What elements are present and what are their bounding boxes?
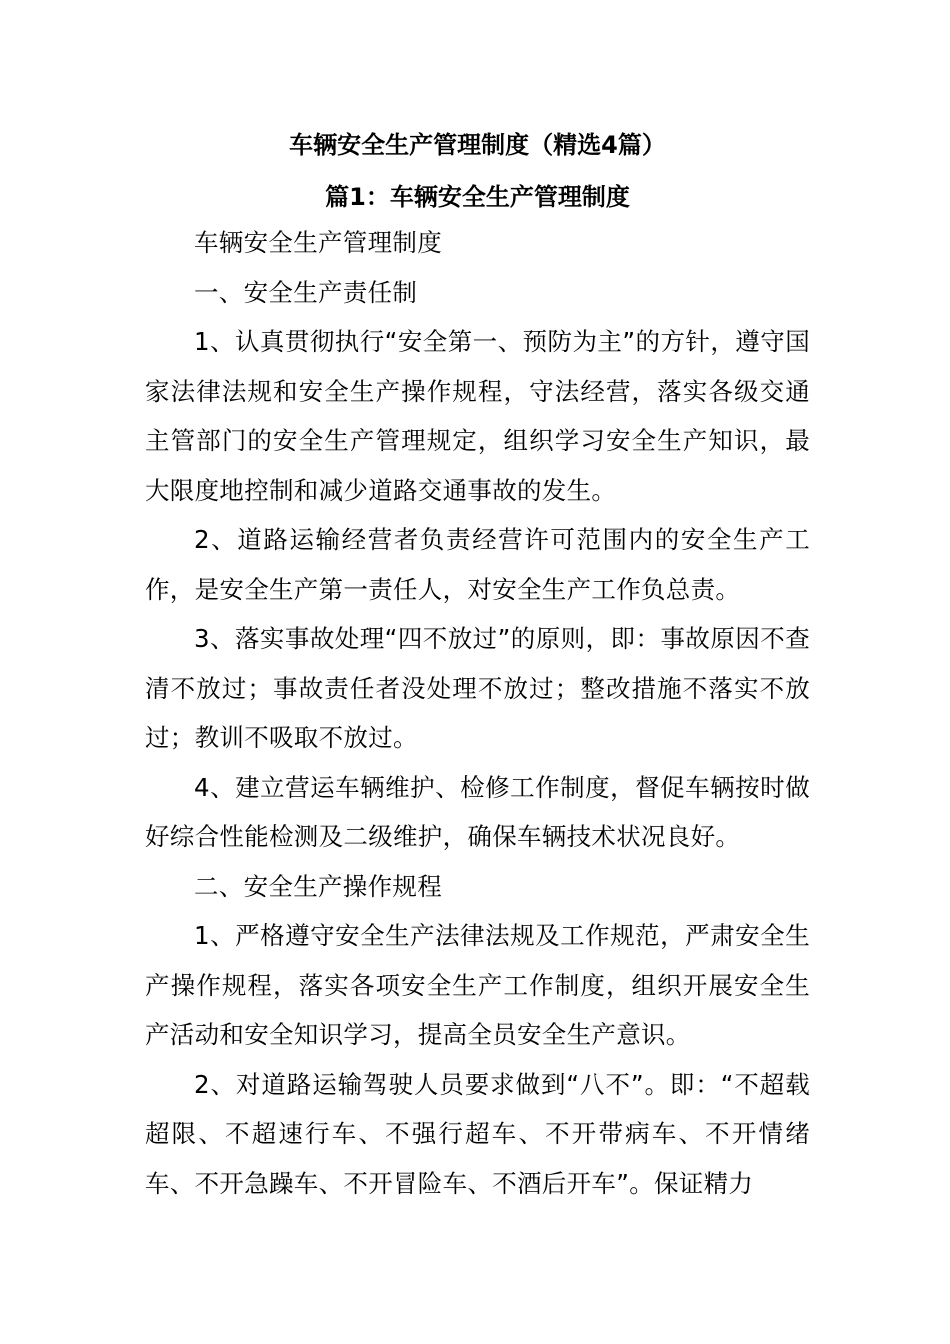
paragraph-item: 3、落实事故处理“四不放过”的原则，即：事故原因不查清不放过；事故责任者没处理不放过；整改措施不落实不放过；教训不吸取不放过。 xyxy=(145,624,810,752)
paragraph-item: 1、严格遵守安全生产法律法规及工作规范，严肃安全生产操作规程，落实各项安全生产工作制度，组织开展安全生产活动和安全知识学习，提高全员安全生产意识。 xyxy=(145,921,810,1049)
section-heading-1: 一、安全生产责任制 xyxy=(194,277,418,307)
paragraph-item: 2、对道路运输驾驶人员要求做到“八不”。即：“不超载超限、不超速行车、不强行超车、不开带病车、不开情绪车、不开急躁车、不开冒险车、不酒后开车”。保证精力 xyxy=(145,1069,810,1198)
paragraph-item: 1、认真贯彻执行“安全第一、预防为主”的方针，遵守国家法律法规和安全生产操作规程，守法经营，落实各级交通主管部门的安全生产管理规定，组织学习安全生产知识，最大限度地控制和减少道路交通事故的发生。 xyxy=(145,327,810,505)
paragraph-item: 4、建立营运车辆维护、检修工作制度，督促车辆按时做好综合性能检测及二级维护，确保车辆技术状况良好。 xyxy=(145,772,810,851)
document-title: 车辆安全生产管理制度（精选4篇） xyxy=(289,131,666,159)
document-page xyxy=(145,130,810,1208)
document-subtitle: 篇1：车辆安全生产管理制度 xyxy=(325,183,630,211)
paragraph-heading: 车辆安全生产管理制度 xyxy=(194,228,442,257)
section-heading-2: 二、安全生产操作规程 xyxy=(194,871,442,901)
paragraph-item: 2、道路运输经营者负责经营许可范围内的安全生产工作，是安全生产第一责任人，对安全生产工作负总责。 xyxy=(145,525,810,604)
